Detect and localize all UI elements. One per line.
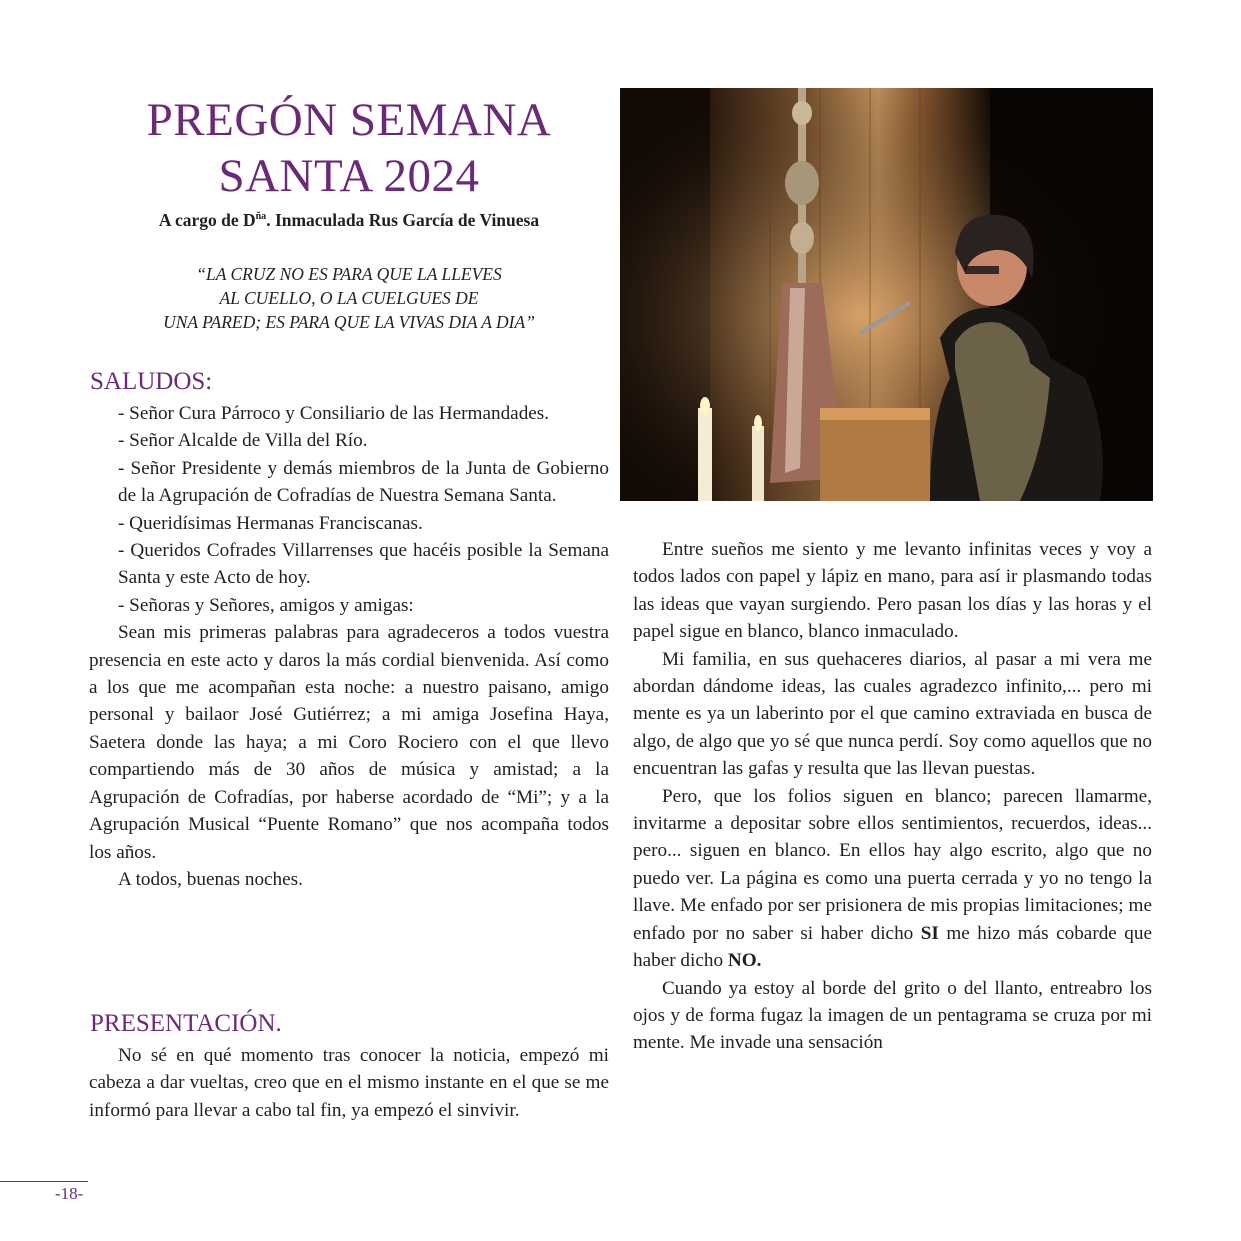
footer-divider xyxy=(0,1181,88,1182)
greeting-item: - Señor Presidente y demás miembros de la Junta de Gobierno de la Agrupación de Cofradías de Nuestra Semana Santa. xyxy=(118,457,609,507)
saludos-body xyxy=(89,400,609,893)
good-night-line: A todos, buenas noches. xyxy=(118,868,303,890)
greeting-item: - Señoras y Señores, amigos y amigas: xyxy=(118,594,414,616)
welcome-paragraph: Sean mis primeras palabras para agradeceros a todos vuestra presencia en este acto y daros la más cordial bienvenida. Así como a los que me acompañan esta noche: a nuestro paisano, amigo personal y bailaor José Gutiérrez; a mi amiga Josefina Haya, Saetera donde las haya; a mi Coro Rociero con el que llevo compartiendo más de 30 años de música y amistad; a la Agrupación de Cofradías, por haberse acordado de “Mi”; y a la Agrupación Musical “Puente Romano” que nos acompaña todos los años. xyxy=(89,622,609,863)
paragraph-2: Mi familia, en sus quehaceres diarios, al pasar a mi vera me abordan dándome ideas, las cuales agradezco infinito,... pero mi mente es ya un laberinto por el que camino extraviada en busca de algo, de algo que yo sé que nunca perdí. Soy como aquellos que no encuentran las gafas y resulta que las llevan puestas. xyxy=(633,648,1152,780)
page-title xyxy=(88,92,610,204)
presentacion-paragraph: No sé en qué momento tras conocer la noticia, empezó mi cabeza a dar vueltas, creo que en el mismo instante en el que se me informó para llevar a cabo tal fin, ya empezó el sinvivir. xyxy=(89,1045,609,1121)
emphasis-no: NO. xyxy=(727,950,762,972)
greeting-item: - Queridos Cofrades Villarrenses que hacéis posible la Semana Santa y este Acto de hoy. xyxy=(118,540,609,589)
quote-line-1: “LA CRUZ NO ES PARA QUE LA LLEVES xyxy=(196,264,502,284)
paragraph-1: Entre sueños me siento y me levanto infinitas veces y voy a todos lados con papel y lápiz en mano, para así ir plasmando todas las ideas que vayan surgiendo. Pero pasan los días y las horas y el papel sigue en blanco, blanco inmaculado. xyxy=(633,539,1152,643)
byline xyxy=(88,210,610,231)
greeting-item: - Señor Alcalde de Villa del Río. xyxy=(118,430,368,452)
paragraph-3-mid: me hizo más cobarde que haber dicho xyxy=(633,922,1152,972)
byline-superscript: ña xyxy=(255,211,267,223)
presentacion-body xyxy=(89,1042,609,1124)
greeting-item: - Señor Cura Párroco y Consiliario de las Hermandades. xyxy=(118,403,550,424)
title-line-1: PREGÓN SEMANA xyxy=(146,94,552,146)
presentacion-heading: PRESENTACIÓN. xyxy=(90,1010,282,1037)
paragraph-3 xyxy=(633,783,1152,975)
saludos-heading: SALUDOS: xyxy=(90,368,213,395)
quote-line-2: AL CUELLO, O LA CUELGUES DE xyxy=(219,288,479,308)
emphasis-si: SI xyxy=(920,922,939,944)
page-number: -18- xyxy=(55,1184,84,1203)
right-column-body xyxy=(633,536,1152,1057)
speaker-photo xyxy=(620,88,1153,501)
title-line-2: SANTA 2024 xyxy=(218,150,480,202)
paragraph-3-text: Pero, que los folios siguen en blanco; parecen llamarme, invitarme a depositar sobre ellos sentimientos, recuerdos, ideas... pero... siguen en blanco. En ellos hay algo escrito, algo que no puedo ver. La página es como una puerta cerrada y yo no tengo la llave. Me enfado por ser prisionera de mis propias limitaciones; me enfado por no saber si haber dicho xyxy=(633,785,1152,944)
epigraph-quote xyxy=(88,262,610,334)
greeting-item: - Queridísimas Hermanas Franciscanas. xyxy=(118,512,423,534)
byline-prefix: A cargo de D xyxy=(158,210,256,230)
paragraph-4: Cuando ya estoy al borde del grito o del llanto, entreabro los ojos y de forma fugaz la imagen de un pentagrama se cruza por mi mente. Me invade una sensación xyxy=(633,977,1152,1054)
quote-line-3: UNA PARED; ES PARA QUE LA VIVAS DIA A DIA” xyxy=(163,312,535,332)
byline-name: . Inmaculada Rus García de Vinuesa xyxy=(266,210,540,230)
